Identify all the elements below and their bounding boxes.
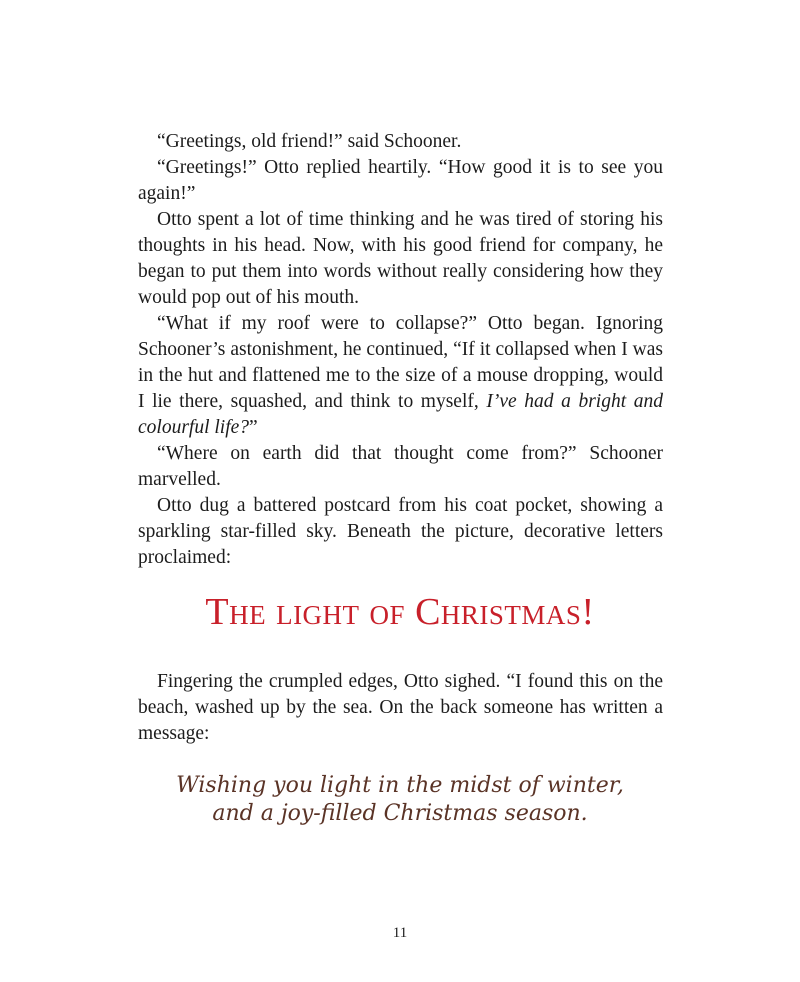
text-block-bottom <box>138 669 663 747</box>
paragraph: Fingering the crumpled edges, Otto sighed. “I found this on the beach, washed up by the sea. On the back someone has written a message: <box>138 671 663 744</box>
paragraph-text: “What if my roof were to collapse?” Otto began. Ignoring Schooner’s astonishment, he continued, “If it collapsed when I was in the hut and flattened me to the size of a mouse dropping, would I lie there, squashed, and think to myself, <box>138 313 663 412</box>
paragraph: “Where on earth did that thought come from?” Schooner marvelled. <box>138 443 663 490</box>
postcard-heading: The light of Christmas! <box>205 591 595 633</box>
paragraph-text-end: ” <box>249 417 258 438</box>
text-block-top <box>138 129 663 571</box>
paragraph: “Greetings, old friend!” said Schooner. <box>157 131 462 152</box>
page-number: 11 <box>392 925 408 941</box>
paragraph <box>138 311 663 441</box>
postcard-message <box>0 772 800 828</box>
paragraph: “Greetings!” Otto replied heartily. “How good it is to see you again!” <box>138 157 663 204</box>
paragraph: Otto spent a lot of time thinking and he was tired of storing his thoughts in his head. Now, with his good friend for company, he began to put them into words without really considering how they would pop out of his mouth. <box>138 209 663 308</box>
message-line: Wishing you light in the midst of winter, <box>176 773 624 798</box>
message-line: and a joy-filled Christmas season. <box>212 801 588 826</box>
paragraph: Otto dug a battered postcard from his coat pocket, showing a sparkling star-filled sky. Beneath the picture, decorative letters proclaimed: <box>138 495 663 568</box>
paragraph-italic-text: I’ve had a bright and colourful life? <box>138 391 663 438</box>
